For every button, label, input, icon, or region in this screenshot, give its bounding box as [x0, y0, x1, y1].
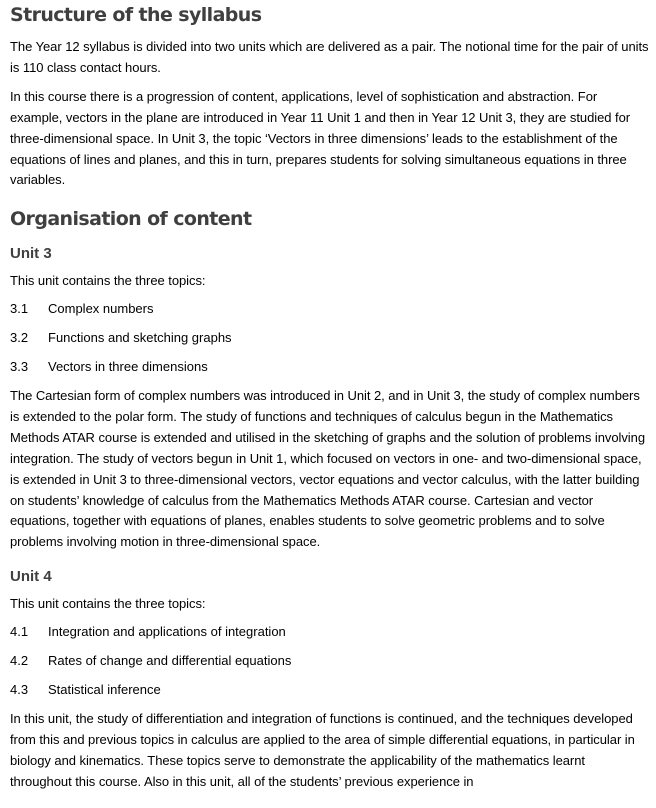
organisation-heading: Organisation of content: [10, 208, 252, 231]
topic-label: Statistical inference: [48, 681, 161, 697]
structure-heading: Structure of the syllabus: [10, 4, 262, 26]
unit4-topic: [10, 622, 650, 643]
unit4-topic: [10, 680, 650, 701]
unit4-description: In this unit, the study of differentiation and integration of functions is continued, and the techniques developed from this and previous topics in calculus are applied to the area of simple differential equations, in particular in biology and kinematics. These topics serve to demonstrate the applicability of the mathematics learnt throughout this course. Also in this unit, all of the students’ previous experience in: [10, 710, 635, 789]
unit4-heading: Unit 4: [10, 568, 52, 586]
topic-number: 3.2: [10, 330, 29, 346]
structure-paragraph-2: In this course there is a progression of content, applications, level of sophistication and abstraction. For example, vectors in the plane are introduced in Year 11 Unit 1 and then in Year 12 Unit 3, they are studied for three-dimensional space. In Unit 3, the topic ‘Vectors in three dimensions’ leads to the establishment of the equations of lines and planes, and this in turn, prepares students for solving simultaneous equations in three variables.: [10, 88, 631, 188]
topic-label: Complex numbers: [48, 301, 154, 317]
unit4-topic: [10, 651, 650, 672]
topic-number: 4.1: [10, 624, 29, 640]
unit3-topic: [10, 328, 650, 349]
document-page: [10, 0, 650, 800]
topic-label: Vectors in three dimensions: [48, 359, 208, 375]
topic-number: 4.2: [10, 653, 29, 669]
topic-number: 4.3: [10, 681, 29, 697]
topic-label: Functions and sketching graphs: [48, 330, 232, 346]
topic-number: 3.1: [10, 301, 29, 317]
unit3-topic: [10, 357, 650, 378]
structure-paragraph-1: The Year 12 syllabus is divided into two units which are delivered as a pair. The notional time for the pair of units is 110 class contact hours.: [10, 39, 649, 75]
unit3-topic: [10, 299, 650, 320]
topic-label: Rates of change and differential equations: [48, 653, 292, 669]
topic-number: 3.3: [10, 359, 29, 375]
unit4-intro: This unit contains the three topics:: [10, 596, 206, 612]
unit3-heading: Unit 3: [10, 245, 52, 263]
unit3-description: The Cartesian form of complex numbers was introduced in Unit 2, and in Unit 3, the study of complex numbers is extended to the polar form. The study of functions and techniques of calculus begun in the Mathematics Methods ATAR course is extended and utilised in the sketching of graphs and the solution of problems involving integration. The study of vectors begun in Unit 1, which focused on vectors in one- and two-dimensional space, is extended in Unit 3 to three-dimensional vectors, vector equations and vector calculus, with the latter building on students’ knowledge of calculus from the Mathematics Methods ATAR course. Cartesian and vector equations, together with equations of planes, enables students to solve geometric problems and to solve problems involving motion in three-dimensional space.: [10, 387, 646, 550]
topic-label: Integration and applications of integration: [48, 624, 286, 640]
unit3-intro: This unit contains the three topics:: [10, 273, 206, 289]
